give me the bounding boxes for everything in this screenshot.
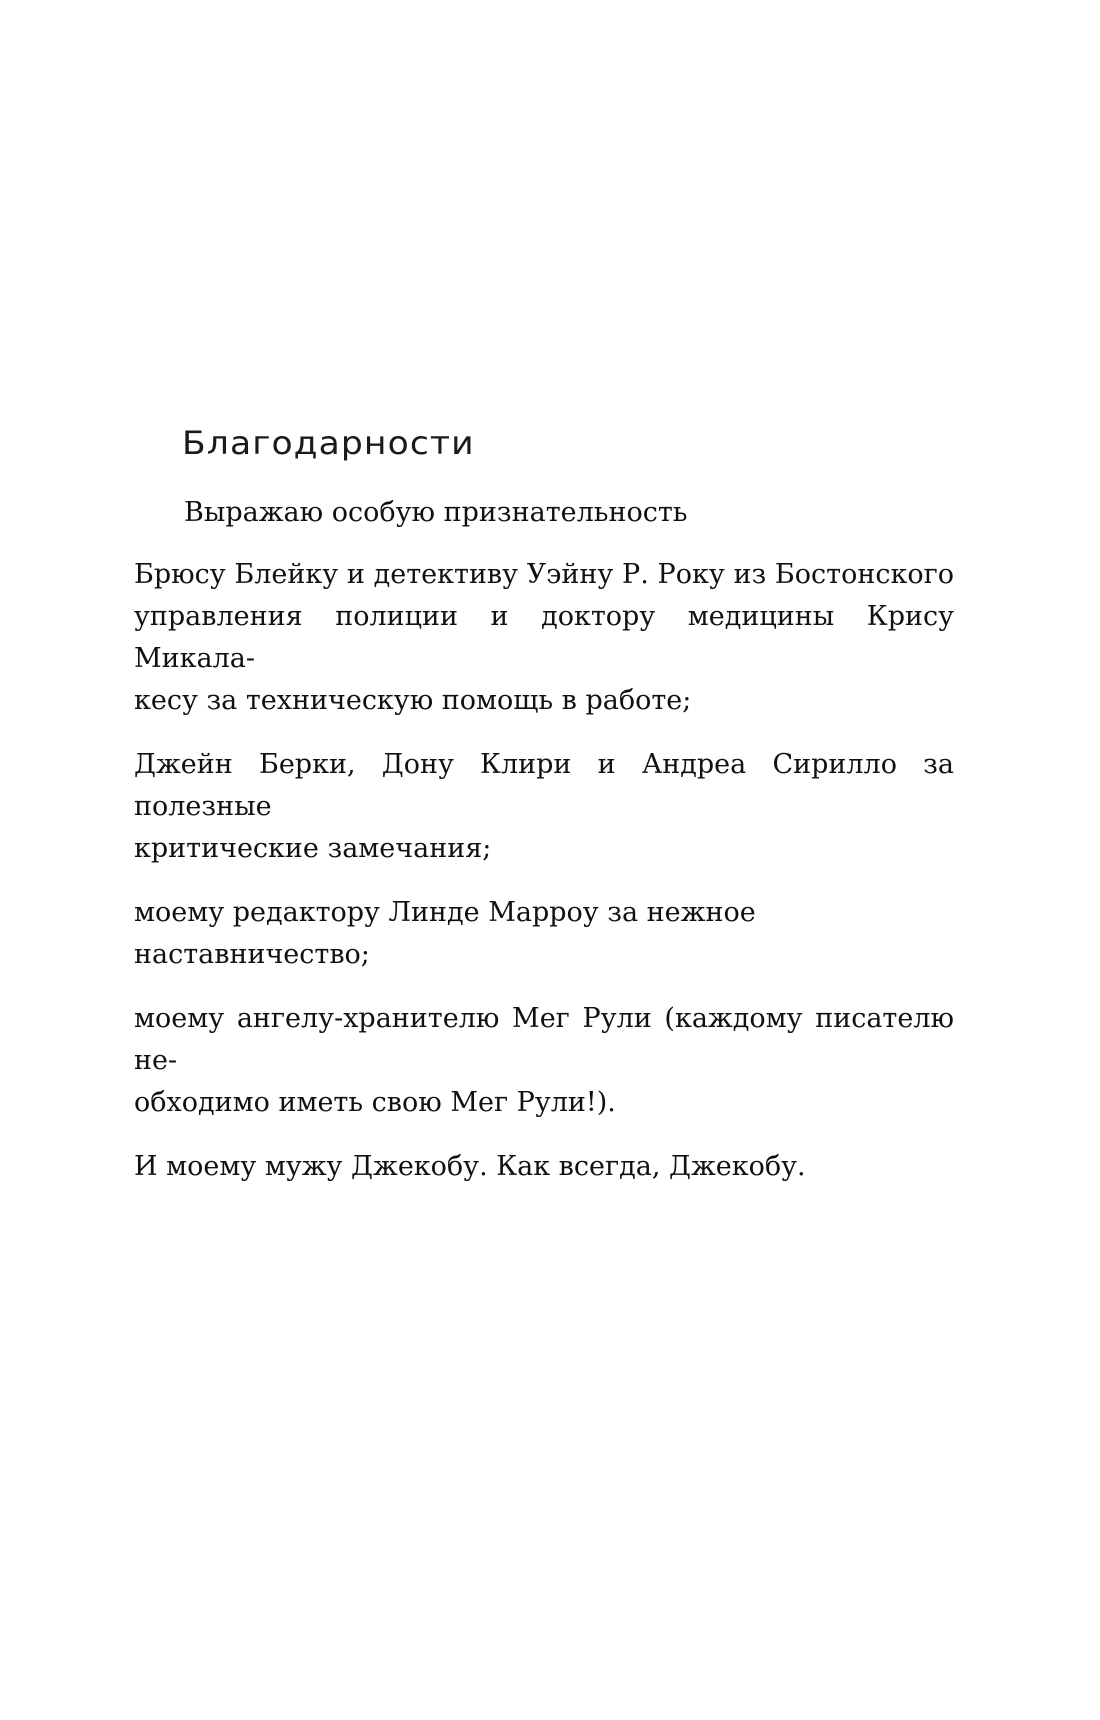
text-line: Джейн Берки, Дону Клири и Андреа Сирилло за полезные bbox=[134, 749, 954, 822]
paragraph-critical-remarks bbox=[134, 744, 954, 870]
text-line: моему редактору Линде Марроу за нежное наставничество; bbox=[134, 897, 756, 970]
acknowledgments-text bbox=[134, 492, 954, 1188]
text-line: обходимо иметь свою Мег Рули!). bbox=[134, 1087, 616, 1118]
paragraph-husband bbox=[134, 1146, 954, 1188]
text-line: критические замечания; bbox=[134, 833, 492, 864]
text-line: И моему мужу Джекобу. Как всегда, Джекобу. bbox=[134, 1151, 806, 1182]
paragraph-guardian-angel bbox=[134, 998, 954, 1124]
paragraph-technical-help bbox=[134, 554, 954, 722]
text-line: управления полиции и доктору медицины Крису Микала- bbox=[134, 601, 954, 674]
acknowledgments-section bbox=[134, 424, 954, 1210]
text-line: Брюсу Блейку и детективу Уэйну Р. Року из Бостонского bbox=[134, 559, 954, 590]
page-title: Благодарности bbox=[182, 424, 475, 462]
text-line: моему ангелу-хранителю Мег Рули (каждому писателю не- bbox=[134, 1003, 954, 1076]
intro-line: Выражаю особую признательность bbox=[184, 497, 688, 528]
paragraph-editor bbox=[134, 892, 954, 976]
text-line: кесу за техническую помощь в работе; bbox=[134, 685, 692, 716]
